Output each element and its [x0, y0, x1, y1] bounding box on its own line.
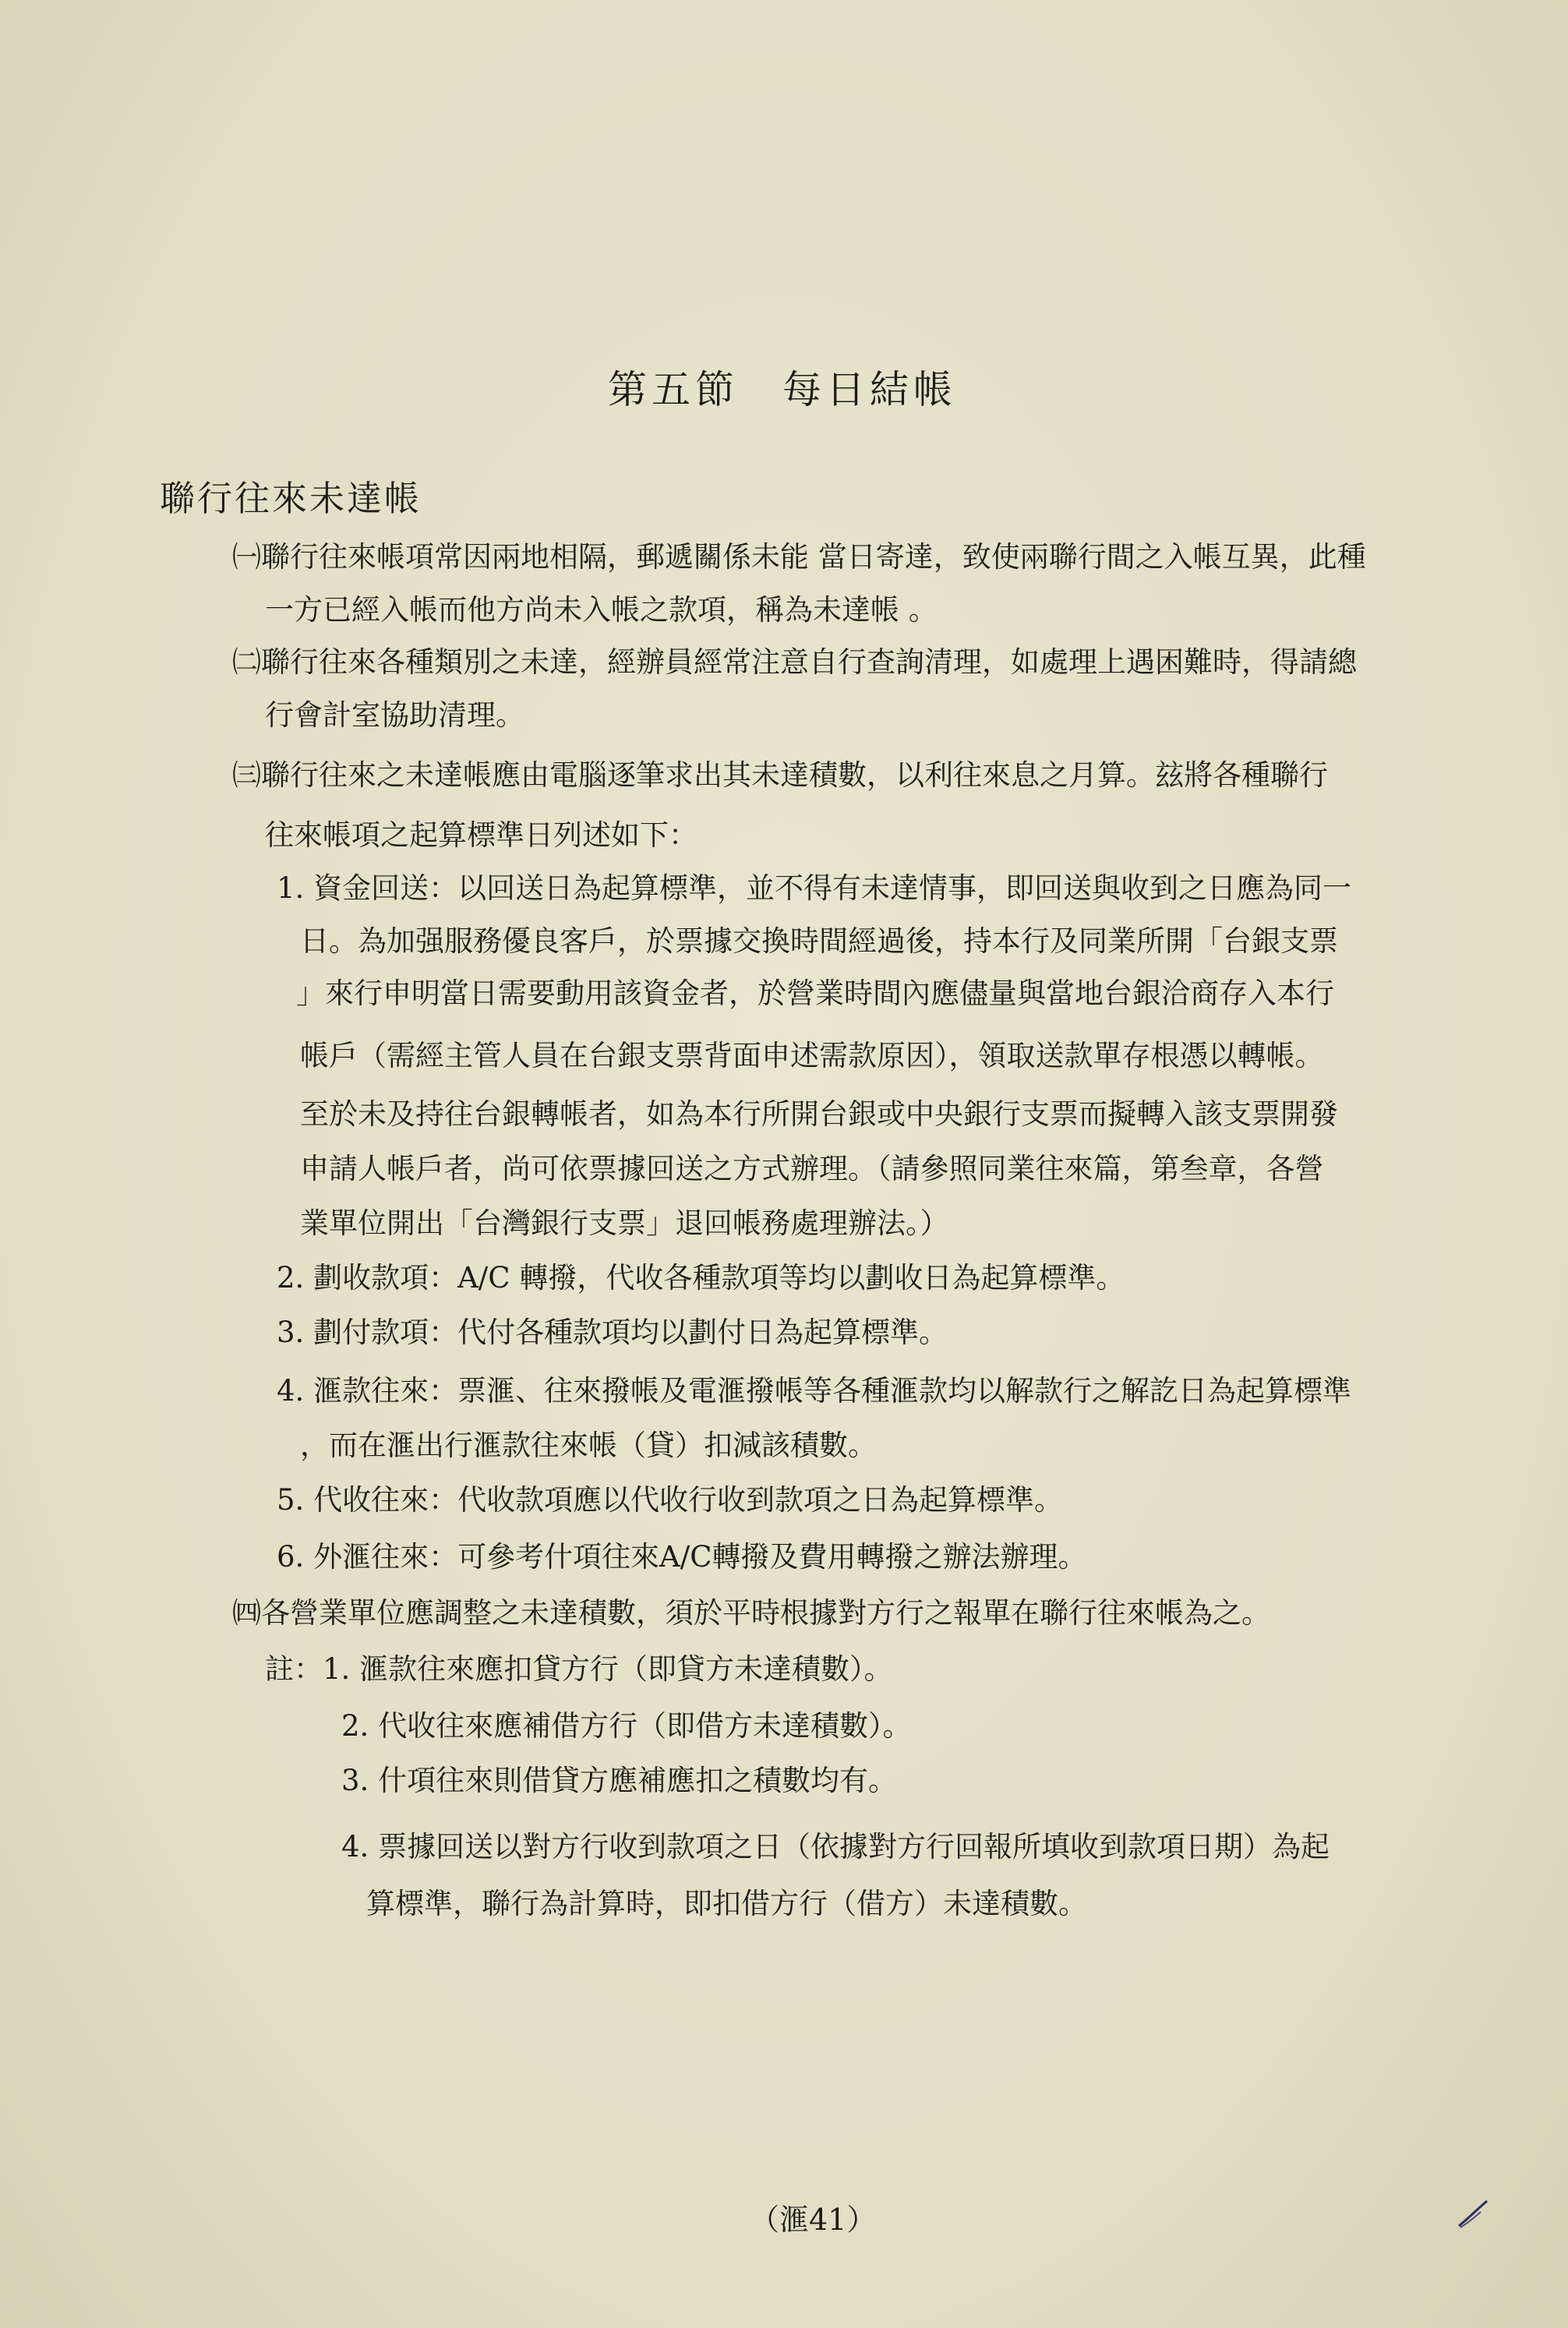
note-line: 2. 代收往來應補借方行（即借方未達積數）。: [341, 1709, 912, 1743]
section-title: 第五節 每日結帳: [608, 367, 957, 412]
paragraph-line: 往來帳項之起算標準日列述如下：: [265, 818, 697, 852]
list-item-line: 6. 外滙往來：可參考什項往來A/C轉撥及費用轉撥之辦法辦理。: [277, 1540, 1087, 1574]
list-item-line: 」來行申明當日需要動用該資金者，於營業時間內應儘量與當地台銀洽商存入本行: [296, 977, 1334, 1010]
list-item-line: 5. 代收往來：代收款項應以代收行收到款項之日為起算標準。: [277, 1483, 1064, 1517]
note-line: 3. 什項往來則借貸方應補應扣之積數均有。: [341, 1764, 898, 1797]
list-item-line: 業單位開出「台灣銀行支票」退回帳務處理辦法。）: [300, 1206, 949, 1240]
list-item-line: 4. 滙款往來：票滙、往來撥帳及電滙撥帳等各種滙款均以解款行之解訖日為起算標準: [277, 1374, 1352, 1408]
paragraph-line: ㈡聯行往來各種類別之未達，經辦員經常注意自行查詢清理，如處理上遇困難時，得請總: [232, 645, 1357, 679]
list-item-line: 3. 劃付款項：代付各種款項均以劃付日為起算標準。: [277, 1316, 948, 1349]
list-item-line: 至於未及持往台銀轉帳者，如為本行所開台銀或中央銀行支票而擬轉入該支票開發: [300, 1097, 1338, 1131]
paragraph-line: ㈢聯行往來之未達帳應由電腦逐筆求出其未達積數，以利往來息之月算。玆將各種聯行: [232, 758, 1328, 792]
pen-mark-icon: [1457, 2198, 1490, 2229]
page-number: （滙41）: [750, 2203, 877, 2237]
list-item-line: 申請人帳戶者，尚可依票據回送之方式辦理。（請參照同業往來篇，第叁章，各營: [300, 1152, 1324, 1185]
list-item-line: 1. 資金回送：以回送日為起算標準，並不得有未達情事，即回送與收到之日應為同一: [277, 871, 1352, 905]
list-item-line: 2. 劃收款項：A/C 轉撥，代收各種款項等均以劃收日為起算標準。: [277, 1261, 1125, 1295]
list-item-line: ，而在滙出行滙款往來帳（貸）扣減該積數。: [300, 1429, 877, 1462]
list-item-line: 帳戶（需經主管人員在台銀支票背面申述需款原因），領取送款單存根憑以轉帳。: [300, 1039, 1324, 1072]
paragraph-line: 行會計室協助清理。: [265, 698, 524, 732]
note-line: 4. 票據回送以對方行收到款項之日（依據對方行回報所填收到款項日期）為起: [341, 1830, 1330, 1863]
list-item-line: 日。為加强服務優良客戶，於票據交換時間經過後，持本行及同業所開「台銀支票: [300, 924, 1338, 958]
note-line: 算標準，聯行為計算時，即扣借方行（借方）未達積數。: [366, 1887, 1087, 1920]
paragraph-line: ㈣各營業單位應調整之未達積數，須於平時根據對方行之報單在聯行往來帳為之。: [232, 1596, 1270, 1630]
paragraph-line: ㈠聯行往來帳項常因兩地相隔，郵遞關係未能 當日寄達，致使兩聯行間之入帳互異，此種: [232, 540, 1366, 574]
note-line: 註：1. 滙款往來應扣貸方行（即貸方未達積數）。: [265, 1652, 893, 1686]
section-heading: 聯行往來未達帳: [160, 478, 422, 519]
paragraph-line: 一方已經入帳而他方尚未入帳之款項，稱為未達帳 。: [265, 593, 938, 627]
